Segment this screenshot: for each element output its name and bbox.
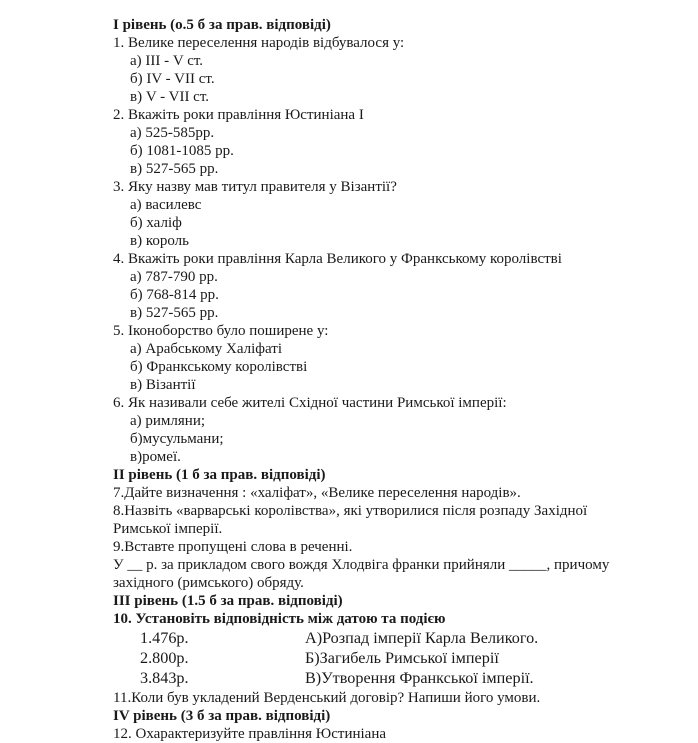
q2-option-b: б) 1081-1085 рр. bbox=[130, 143, 234, 159]
q5-option-c: в) Візантії bbox=[130, 377, 196, 393]
question-3: 3. Яку назву мав титул правителя у Візантії? bbox=[113, 179, 397, 195]
question-9-sentence-line2: західного (римського) обряду. bbox=[113, 575, 304, 591]
q2-option-c: в) 527-565 рр. bbox=[130, 161, 219, 177]
question-12: 12. Охарактеризуйте правління Юстиніана bbox=[113, 726, 387, 742]
question-5: 5. Іконоборство було поширене у: bbox=[113, 323, 329, 339]
question-8-line2: Римської імперії. bbox=[113, 521, 223, 537]
q5-option-a: а) Арабському Халіфаті bbox=[130, 341, 282, 357]
q2-option-a: а) 525-585рр. bbox=[130, 125, 215, 141]
question-9-sentence-line1: У __ р. за прикладом свого вождя Хлодвіга франки прийняли _____, причому bbox=[113, 557, 610, 573]
q4-option-a: а) 787-790 рр. bbox=[130, 269, 218, 285]
q1-option-c: в) V - VІІ ст. bbox=[130, 89, 210, 105]
question-8-line1: 8.Назвіть «варварські королівства», які утворилися після розпаду Західної bbox=[113, 503, 588, 519]
match-date-2: 2.800р. bbox=[140, 649, 189, 667]
match-event-a: А)Розпад імперії Карла Великого. bbox=[305, 629, 539, 647]
q3-option-c: в) король bbox=[130, 233, 189, 249]
q3-option-a: а) василевс bbox=[130, 197, 202, 213]
q1-option-a: а) ІІІ - V ст. bbox=[130, 53, 204, 69]
q3-option-b: б) халіф bbox=[130, 215, 182, 231]
level3-title: ІІІ рівень (1.5 б за прав. відповіді) bbox=[113, 593, 343, 609]
level4-title: IV рівень (3 б за прав. відповіді) bbox=[113, 708, 331, 724]
level2-title: ІІ рівень (1 б за прав. відповіді) bbox=[113, 467, 326, 483]
question-9: 9.Вставте пропущені слова в реченні. bbox=[113, 539, 353, 555]
question-2: 2. Вкажіть роки правління Юстиніана І bbox=[113, 107, 364, 123]
q6-option-a: а) римляни; bbox=[130, 413, 206, 429]
q1-option-b: б) IV - VІІ ст. bbox=[130, 71, 215, 87]
q6-option-b: б)мусульмани; bbox=[130, 431, 224, 447]
question-4: 4. Вкажіть роки правління Карла Великого у Франкському королівстві bbox=[113, 251, 562, 267]
q4-option-c: в) 527-565 рр. bbox=[130, 305, 219, 321]
question-7: 7.Дайте визначення : «халіфат», «Велике переселення народів». bbox=[113, 485, 521, 501]
q6-option-c: в)ромеї. bbox=[130, 449, 181, 465]
question-11: 11.Коли був укладений Верденський договір? Напиши його умови. bbox=[113, 690, 541, 706]
q4-option-b: б) 768-814 рр. bbox=[130, 287, 219, 303]
match-event-b: Б)Загибель Римської імперії bbox=[305, 649, 499, 667]
match-event-c: В)Утворення Франкської імперії. bbox=[305, 669, 534, 687]
match-date-3: 3.843р. bbox=[140, 669, 189, 687]
question-10: 10. Установіть відповідність між датою та подією bbox=[113, 611, 446, 627]
question-6: 6. Як називали себе жителі Східної частини Римської імперії: bbox=[113, 395, 507, 411]
level1-title: І рівень (о.5 б за прав. відповіді) bbox=[113, 17, 331, 33]
match-date-1: 1.476р. bbox=[140, 629, 189, 647]
question-1: 1. Велике переселення народів відбувалося у: bbox=[113, 35, 405, 51]
q5-option-b: б) Франкському королівстві bbox=[130, 359, 308, 375]
